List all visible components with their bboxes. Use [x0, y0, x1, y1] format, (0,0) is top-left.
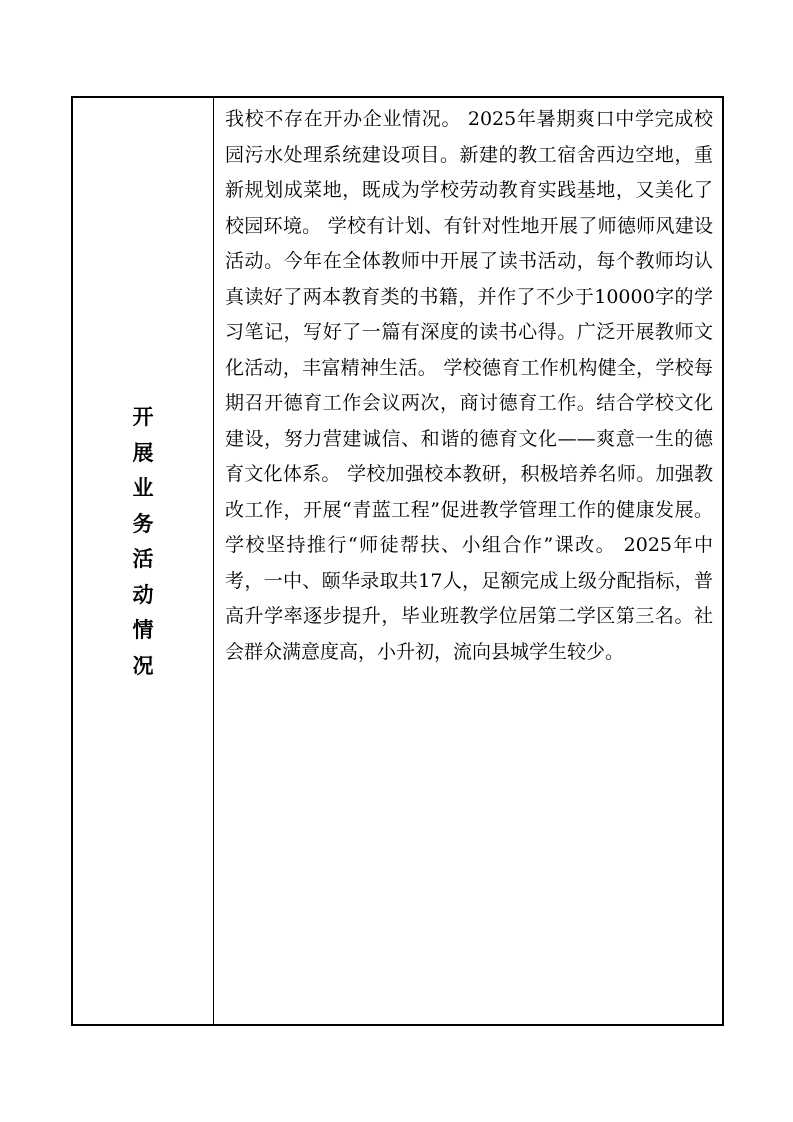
row-label-char: 开 [132, 405, 154, 429]
row-content-cell [225, 102, 713, 670]
row-label-char: 活 [132, 547, 154, 571]
row-label-char: 情 [132, 618, 154, 642]
row-label-char: 况 [132, 653, 154, 678]
row-label-char: 动 [132, 582, 154, 607]
row-label-char: 展 [132, 440, 154, 465]
row-label-char: 务 [132, 511, 154, 536]
column-divider [213, 98, 214, 1024]
row-label-cell [73, 98, 213, 1024]
report-table [71, 96, 724, 1026]
row-label-char: 业 [132, 476, 154, 500]
row-content-text: 我校不存在开办企业情况。 2025年暑期爽口中学完成校园污水处理系统建设项目。新建的教工宿舍西边空地，重新规划成菜地，既成为学校劳动教育实践基地，又美化了校园环境。 学校有计划、有针对性地开展了师德师风建设活动。今年在全体教师中开展了读书活动，每个教师均认真读好了两本教育类的书籍，并作了不少于10000字的学习笔记，写好了一篇有深度的读书心得。广泛开展教师文化活动，丰富精神生活。 学校德育工作机构健全，学校每期召开德育工作会议两次，商讨德育工作。结合学校文化建设，努力营建诚信、和谐的德育文化——爽意一生的德育文化体系。 学校加强校本教研，积极培养名师。加强教改工作，开展“青蓝工程”促进教学管理工作的健康发展。学校坚持推行“师徒帮扶、小组合作”课改。 2025年中考，一中、颐华录取共17人，足额完成上级分配指标，普高升学率逐步提升，毕业班教学位居第二学区第三名。社会群众满意度高，小升初，流向县城学生较少。 [225, 108, 713, 663]
row-label [73, 400, 213, 684]
